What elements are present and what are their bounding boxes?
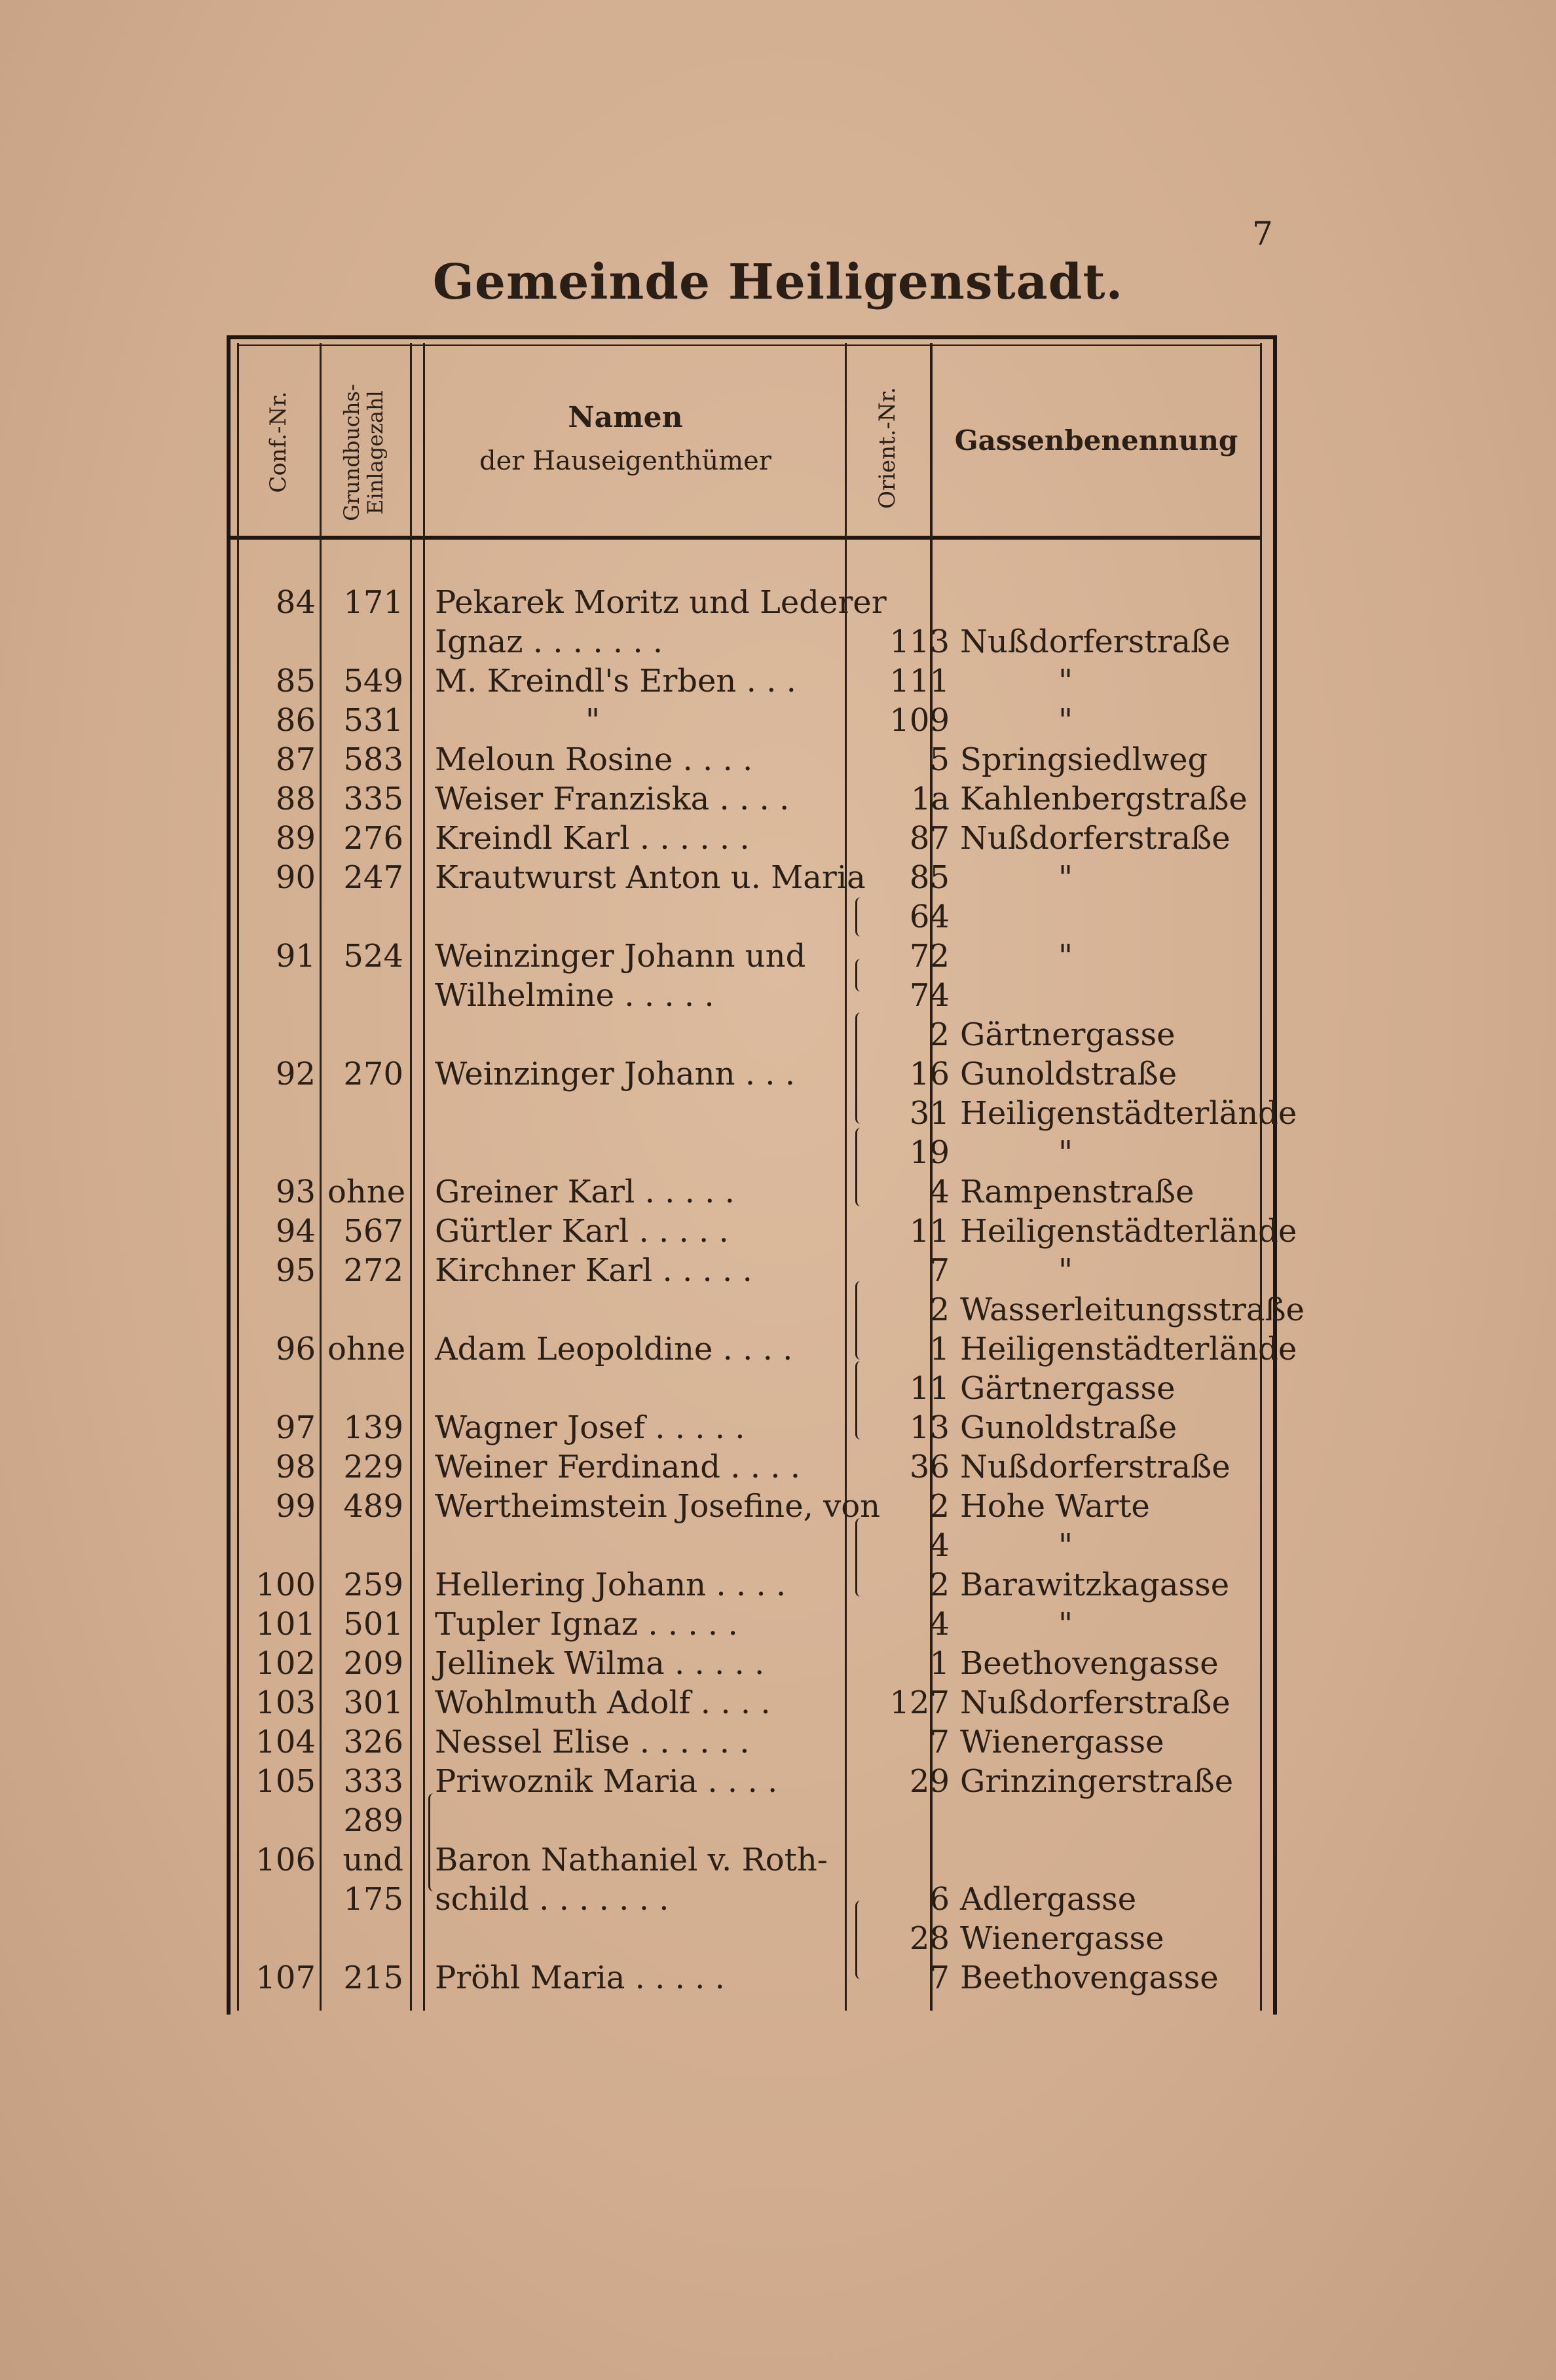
conf-cell: 103 (255, 1684, 316, 1721)
street-cell: Beethovengasse (960, 1645, 1219, 1682)
name-cell: schild . . . . . . . (435, 1881, 669, 1918)
conf-cell: 107 (255, 1960, 316, 1996)
orient-cell: 11 (909, 1370, 950, 1407)
group-brace (855, 1518, 862, 1597)
orient-cell: 1 (929, 1331, 950, 1367)
name-cell: Wohlmuth Adolf . . . . (435, 1684, 771, 1721)
name-cell: Weinzinger Johann und (435, 938, 806, 975)
conf-cell: 101 (255, 1606, 316, 1643)
group-brace (855, 897, 862, 937)
table-row (0, 1447, 1556, 1487)
name-cell: Hellering Johann . . . . (435, 1567, 787, 1603)
street-cell: Beethovengasse (960, 1960, 1219, 1996)
street-cell: " (1058, 702, 1073, 739)
street-cell: " (1058, 1527, 1073, 1564)
conf-cell: 95 (275, 1252, 316, 1289)
grundbuch-cell: 326 (343, 1724, 403, 1760)
orient-cell: 85 (909, 859, 950, 896)
name-cell: M. Kreindl's Erben . . . (435, 663, 796, 699)
grundbuch-cell: 583 (343, 741, 403, 778)
table-row (0, 1880, 1556, 1919)
table-row (0, 1801, 1556, 1840)
name-cell: Nessel Elise . . . . . . (435, 1724, 750, 1760)
street-cell: Nußdorferstraße (960, 623, 1231, 660)
conf-cell: 102 (255, 1645, 316, 1682)
table-row (0, 897, 1556, 937)
orient-cell: 113 (889, 623, 950, 660)
street-cell: Grinzingerstraße (960, 1763, 1234, 1800)
street-cell: Heiligenstädterlände (960, 1213, 1297, 1250)
name-cell: Gürtler Karl . . . . . (435, 1213, 729, 1250)
street-cell: Kahlenbergstraße (960, 781, 1248, 817)
street-cell: Nußdorferstraße (960, 1684, 1231, 1721)
table-top-rule (237, 344, 1260, 346)
orient-cell: 4 (929, 1606, 950, 1643)
conf-cell: 106 (255, 1842, 316, 1878)
conf-cell: 89 (275, 820, 316, 857)
header-names-title: Namen (568, 401, 683, 434)
name-cell: Weiner Ferdinand . . . . (435, 1449, 801, 1485)
name-cell: Kreindl Karl . . . . . . (435, 820, 750, 857)
name-cell: Priwoznik Maria . . . . (435, 1763, 778, 1800)
conf-cell: 94 (275, 1213, 316, 1250)
orient-cell: 6 (929, 1881, 950, 1918)
conf-cell: 88 (275, 781, 316, 817)
name-cell: Baron Nathaniel v. Roth- (435, 1842, 828, 1878)
group-brace (855, 1013, 862, 1124)
orient-cell: 64 (909, 899, 950, 935)
table-row (0, 583, 1556, 622)
conf-cell: 87 (275, 741, 316, 778)
orient-cell: 7 (929, 1724, 950, 1760)
orient-cell: 2 (929, 1016, 950, 1053)
header-grundbuch (340, 364, 387, 541)
orient-cell: 4 (929, 1174, 950, 1210)
grundbuch-cell: 549 (343, 663, 403, 699)
table-row (0, 740, 1556, 779)
grundbuch-cell: 501 (343, 1606, 403, 1643)
group-brace (855, 1361, 862, 1440)
street-cell: " (1058, 663, 1073, 699)
conf-cell: 85 (275, 663, 316, 699)
grundbuch-cell: 209 (343, 1645, 403, 1682)
orient-cell: 13 (909, 1409, 950, 1446)
conf-cell: 105 (255, 1763, 316, 1800)
header-conf: Conf.-Nr. (265, 391, 291, 493)
group-brace (855, 959, 862, 992)
header-grundbuch-line2: Einlagezahl (363, 390, 388, 515)
table-row (0, 819, 1556, 858)
orient-cell: 29 (909, 1763, 950, 1800)
orient-cell: 36 (909, 1449, 950, 1485)
street-cell: Gunoldstraße (960, 1056, 1177, 1092)
orient-cell: 74 (909, 977, 950, 1014)
conf-cell: 96 (275, 1331, 316, 1367)
table-row (0, 858, 1556, 897)
street-cell: Wienergasse (960, 1724, 1164, 1760)
street-cell: Adlergasse (960, 1881, 1137, 1918)
table-row (0, 1683, 1556, 1722)
table-row (0, 1094, 1556, 1133)
table-row (0, 1722, 1556, 1762)
table-row (0, 1840, 1556, 1880)
conf-cell: 104 (255, 1724, 316, 1760)
street-cell: Nußdorferstraße (960, 1449, 1231, 1485)
table-row (0, 1644, 1556, 1683)
conf-cell: 86 (275, 702, 316, 739)
table-row (0, 1015, 1556, 1054)
orient-cell: 28 (909, 1920, 950, 1957)
conf-cell: 90 (275, 859, 316, 896)
street-cell: Heiligenstädterlände (960, 1331, 1297, 1367)
name-cell: Wilhelmine . . . . . (435, 977, 714, 1014)
page-title: Gemeinde Heiligenstadt. (432, 254, 1124, 310)
name-cell: Kirchner Karl . . . . . (435, 1252, 752, 1289)
header-grundbuch-line1: Grundbuchs- (339, 384, 364, 521)
street-cell: Hohe Warte (960, 1488, 1150, 1525)
conf-cell: 100 (255, 1567, 316, 1603)
orient-cell: 31 (909, 1095, 950, 1132)
conf-cell: 91 (275, 938, 316, 975)
conf-cell: 93 (275, 1174, 316, 1210)
grundbuch-cell: 289 (343, 1802, 403, 1839)
header-names (419, 401, 832, 476)
grundbuch-cell: 489 (343, 1488, 403, 1525)
grundbuch-cell: 139 (343, 1409, 403, 1446)
grundbuch-cell: 276 (343, 820, 403, 857)
street-cell: " (1058, 938, 1073, 975)
street-cell: " (1058, 1134, 1073, 1171)
table-row (0, 1408, 1556, 1447)
header-orient: Orient.-Nr. (874, 386, 900, 510)
table-row (0, 1133, 1556, 1172)
group-brace (428, 1793, 435, 1891)
table-row (0, 1329, 1556, 1369)
grundbuch-cell: 215 (343, 1960, 403, 1996)
table-row (0, 701, 1556, 740)
street-cell: " (1058, 859, 1073, 896)
street-cell: Nußdorferstraße (960, 820, 1231, 857)
orient-cell: 2 (929, 1488, 950, 1525)
name-cell: Meloun Rosine . . . . (435, 741, 753, 778)
name-cell: Greiner Karl . . . . . (435, 1174, 735, 1210)
orient-cell: 1a (910, 781, 950, 817)
orient-cell: 5 (929, 741, 950, 778)
conf-cell: 98 (275, 1449, 316, 1485)
name-cell: Adam Leopoldine . . . . (435, 1331, 793, 1367)
grundbuch-cell: 333 (343, 1763, 403, 1800)
street-cell: " (1058, 1606, 1073, 1643)
table-row (0, 1487, 1556, 1526)
orient-cell: 16 (909, 1056, 950, 1092)
grundbuch-cell: 259 (343, 1567, 403, 1603)
conf-cell: 97 (275, 1409, 316, 1446)
conf-cell: 84 (275, 584, 316, 621)
group-brace (855, 1128, 862, 1206)
table-row (0, 1251, 1556, 1290)
table-row (0, 779, 1556, 819)
grundbuch-cell: ohne (327, 1174, 406, 1210)
table-row (0, 1172, 1556, 1212)
orient-cell: 111 (889, 663, 950, 699)
grundbuch-cell: 531 (343, 702, 403, 739)
name-cell: Weiser Franziska . . . . (435, 781, 790, 817)
grundbuch-cell: ohne (327, 1331, 406, 1367)
grundbuch-cell: 175 (343, 1881, 403, 1918)
street-cell: Springsiedlweg (960, 741, 1208, 778)
street-cell: Gunoldstraße (960, 1409, 1177, 1446)
orient-cell: 87 (909, 820, 950, 857)
grundbuch-cell: 229 (343, 1449, 403, 1485)
name-cell: Jellinek Wilma . . . . . (435, 1645, 765, 1682)
page-number: 7 (1252, 215, 1273, 253)
table-row (0, 1605, 1556, 1644)
table-row (0, 976, 1556, 1015)
grundbuch-cell: 272 (343, 1252, 403, 1289)
name-cell: Wertheimstein Josefine, von (435, 1488, 881, 1525)
table-row (0, 1526, 1556, 1565)
grundbuch-cell: 524 (343, 938, 403, 975)
name-cell: Wagner Josef . . . . . (435, 1409, 745, 1446)
orient-cell: 7 (929, 1960, 950, 1996)
name-cell: Weinzinger Johann . . . (435, 1056, 796, 1092)
street-cell: Rampenstraße (960, 1174, 1195, 1210)
grundbuch-cell: 247 (343, 859, 403, 896)
street-cell: " (1058, 1252, 1073, 1289)
table-row (0, 661, 1556, 701)
orient-cell: 4 (929, 1527, 950, 1564)
header-names-sub: der Hauseigenthümer (479, 446, 771, 476)
name-cell: Tupler Ignaz . . . . . (435, 1606, 738, 1643)
street-cell: Wienergasse (960, 1920, 1164, 1957)
table-row (0, 1565, 1556, 1605)
table-row (0, 1054, 1556, 1094)
table-row (0, 1290, 1556, 1329)
header-street: Gassenbenennung (954, 424, 1238, 456)
orient-cell: 72 (909, 938, 950, 975)
grundbuch-cell: 171 (343, 584, 403, 621)
grundbuch-cell: und (343, 1842, 403, 1878)
grundbuch-cell: 335 (343, 781, 403, 817)
conf-cell: 99 (275, 1488, 316, 1525)
street-cell: Barawitzkagasse (960, 1567, 1230, 1603)
group-brace (855, 1901, 862, 1979)
group-brace (855, 1281, 862, 1360)
table-row (0, 1369, 1556, 1408)
table-row (0, 622, 1556, 661)
name-cell: Krautwurst Anton u. Maria (435, 859, 866, 896)
street-cell: Wasserleitungsstraße (960, 1292, 1305, 1328)
name-cell: " (585, 702, 601, 739)
street-cell: Heiligenstädterlände (960, 1095, 1297, 1132)
conf-cell: 92 (275, 1056, 316, 1092)
table-row (0, 1762, 1556, 1801)
table-row (0, 1212, 1556, 1251)
orient-cell: 11 (909, 1213, 950, 1250)
table-row (0, 1919, 1556, 1958)
orient-cell: 2 (929, 1292, 950, 1328)
orient-cell: 127 (889, 1684, 950, 1721)
orient-cell: 7 (929, 1252, 950, 1289)
orient-cell: 19 (909, 1134, 950, 1171)
name-cell: Pekarek Moritz und Lederer (435, 584, 887, 621)
table-row (0, 1958, 1556, 1998)
grundbuch-cell: 301 (343, 1684, 403, 1721)
orient-cell: 1 (929, 1645, 950, 1682)
street-cell: Gärtnergasse (960, 1016, 1176, 1053)
name-cell: Pröhl Maria . . . . . (435, 1960, 725, 1996)
grundbuch-cell: 270 (343, 1056, 403, 1092)
table-row (0, 937, 1556, 976)
grundbuch-cell: 567 (343, 1213, 403, 1250)
street-cell: Gärtnergasse (960, 1370, 1176, 1407)
orient-cell: 2 (929, 1567, 950, 1603)
name-cell: Ignaz . . . . . . . (435, 623, 663, 660)
orient-cell: 109 (889, 702, 950, 739)
